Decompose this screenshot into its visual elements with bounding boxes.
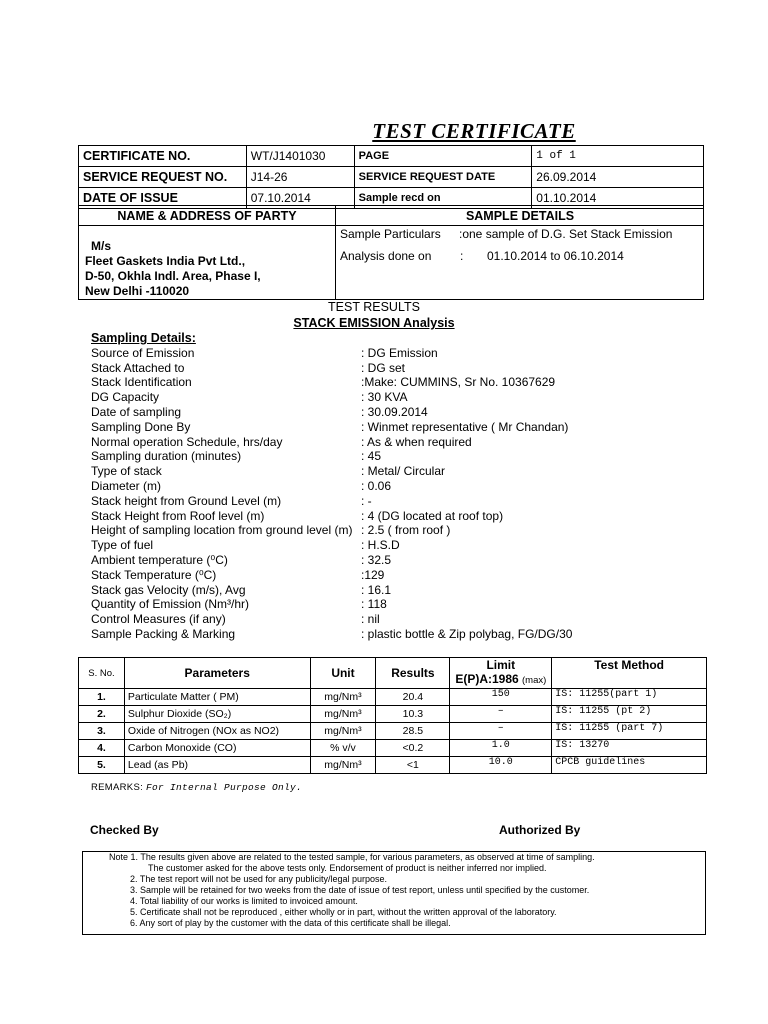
analysis-colon: :	[460, 249, 464, 263]
sampling-key: Date of sampling	[91, 404, 182, 419]
sampling-key: Type of fuel	[91, 538, 154, 553]
date-of-issue-value: 07.10.2014	[246, 188, 354, 209]
sampling-key: Diameter (m)	[91, 478, 162, 493]
col-limit-line2	[453, 672, 548, 688]
col-test-method: Test Method	[552, 658, 707, 689]
col-limit	[450, 658, 552, 689]
sampling-row	[91, 449, 382, 464]
sampling-key: Sampling duration (minutes)	[91, 449, 242, 464]
row-sno: 5.	[79, 757, 125, 774]
sampling-row	[91, 626, 573, 642]
sampling-value: : 4 (DG located at roof top)	[361, 508, 504, 523]
row-parameter: Particulate Matter ( PM)	[124, 689, 310, 706]
document-title: TEST CERTIFICATE	[372, 119, 576, 143]
col-sno: S. No.	[79, 658, 125, 689]
col-parameters: Parameters	[124, 658, 310, 689]
party-ms: M/s	[91, 239, 112, 253]
sampling-value: : Metal/ Circular	[361, 464, 446, 479]
row-unit: mg/Nm³	[310, 757, 376, 774]
authorized-by: Authorized By	[499, 823, 581, 837]
sampling-row	[91, 597, 387, 612]
sampling-value: : plastic bottle & Zip polybag, FG/DG/30	[361, 626, 573, 641]
row-unit: % v/v	[310, 740, 376, 757]
row-sno: 3.	[79, 723, 125, 740]
sampling-row	[91, 508, 504, 524]
note-5: 5. Certificate shall not be reproduced , either wholly or in part, without the written approval of the laboratory.	[130, 907, 557, 917]
header-row-service-request	[79, 167, 704, 188]
sampling-row	[91, 419, 569, 435]
parameters-table	[78, 657, 707, 774]
heading-divider	[79, 225, 703, 226]
col-limit-line1: Limit	[486, 658, 516, 672]
date-of-issue-label: DATE OF ISSUE	[79, 188, 247, 209]
party-city: New Delhi -110020	[85, 284, 190, 298]
note-1: Note 1. The results given above are related to the tested sample, for various parameters, as observed at time of sampling.	[109, 852, 595, 862]
sample-particulars-label: Sample Particulars	[340, 227, 441, 241]
remarks-text: For Internal Purpose Only.	[145, 782, 303, 793]
party-address	[85, 239, 261, 299]
sampling-key: Source of Emission	[91, 345, 195, 360]
sampling-value: : 30.09.2014	[361, 404, 428, 419]
sampling-row	[91, 464, 446, 479]
table-row	[79, 723, 707, 740]
parameters-body	[79, 689, 707, 774]
page-value: 1 of 1	[532, 146, 704, 167]
sampling-value: : 45	[361, 449, 382, 464]
certificate-no-value: WT/J1401030	[246, 146, 354, 167]
row-parameter: Sulphur Dioxide (SO₂)	[124, 706, 310, 723]
col-unit: Unit	[310, 658, 376, 689]
sample-particulars-value: :one sample of D.G. Set Stack Emission	[459, 227, 673, 241]
sampling-key: Stack Temperature (⁰C)	[91, 567, 217, 582]
row-limit: –	[450, 723, 552, 740]
sampling-key: Stack Attached to	[91, 360, 185, 375]
sampling-value: : 2.5 ( from roof )	[361, 523, 451, 538]
col-results: Results	[376, 658, 450, 689]
results-heading	[0, 299, 748, 331]
row-limit: –	[450, 706, 552, 723]
sampling-row	[91, 434, 472, 450]
service-request-date-label: SERVICE REQUEST DATE	[354, 167, 532, 188]
sampling-value: : 0.06	[361, 478, 392, 493]
sampling-value: : H.S.D	[361, 538, 400, 553]
row-unit: mg/Nm³	[310, 723, 376, 740]
header-row-certificate	[79, 146, 704, 167]
row-unit: mg/Nm³	[310, 689, 376, 706]
note-1-cont: The customer asked for the above tests only. Endorsement of product is neither inferred nor implied.	[148, 863, 547, 873]
col-limit-max: (max)	[522, 675, 547, 686]
sampling-key: Ambient temperature (⁰C)	[91, 552, 228, 567]
sampling-key: Stack Height from Roof level (m)	[91, 508, 265, 523]
sampling-row	[91, 360, 406, 376]
row-unit: mg/Nm³	[310, 706, 376, 723]
row-parameter: Carbon Monoxide (CO)	[124, 740, 310, 757]
sampling-key: Sample Packing & Marking	[91, 626, 236, 641]
row-sno: 2.	[79, 706, 125, 723]
sampling-details	[91, 331, 573, 642]
note-3: 3. Sample will be retained for two weeks from the date of issue of test report, unless until specified by the customer.	[130, 885, 590, 895]
row-limit: 10.0	[450, 757, 552, 774]
sampling-row	[91, 523, 451, 538]
table-row	[79, 706, 707, 723]
row-method: IS: 11255 (pt 2)	[552, 706, 707, 723]
certificate-no-label: CERTIFICATE NO.	[79, 146, 247, 167]
sample-recd-value: 01.10.2014	[532, 188, 704, 209]
sampling-row	[91, 375, 556, 390]
remarks	[91, 782, 302, 793]
row-method: IS: 11255(part 1)	[552, 689, 707, 706]
table-row	[79, 689, 707, 706]
row-sno: 1.	[79, 689, 125, 706]
sampling-row	[91, 538, 400, 553]
party-street: D-50, Okhla Indl. Area, Phase I,	[85, 269, 261, 283]
sampling-key: Quantity of Emission (Nm³/hr)	[91, 597, 250, 612]
remarks-label: REMARKS:	[91, 782, 144, 793]
table-row	[79, 757, 707, 774]
sampling-row	[91, 478, 392, 494]
row-result: 10.3	[376, 706, 450, 723]
party-heading: NAME & ADDRESS OF PARTY	[117, 209, 297, 223]
service-request-no-value: J14-26	[246, 167, 354, 188]
sampling-rows	[91, 345, 573, 642]
sampling-row	[91, 404, 428, 420]
certificate-header-table	[78, 145, 704, 209]
test-results-title: TEST RESULTS	[328, 300, 420, 314]
sampling-row	[91, 390, 408, 405]
sampling-key: Normal operation Schedule, hrs/day	[91, 434, 283, 449]
sampling-row	[91, 493, 372, 509]
row-method: IS: 13270	[552, 740, 707, 757]
row-method: CPCB guidelines	[552, 757, 707, 774]
col-limit-std: E(P)A:1986	[455, 672, 519, 686]
sampling-row	[91, 552, 392, 568]
row-limit: 1.0	[450, 740, 552, 757]
sampling-value: : 32.5	[361, 552, 392, 567]
row-result: 28.5	[376, 723, 450, 740]
row-sno: 4.	[79, 740, 125, 757]
row-result: <0.2	[376, 740, 450, 757]
row-method: IS: 11255 (part 7)	[552, 723, 707, 740]
parameters-header-row	[79, 658, 707, 689]
sample-recd-label: Sample recd on	[354, 188, 532, 209]
page-label: PAGE	[354, 146, 532, 167]
sampling-key: DG Capacity	[91, 390, 160, 405]
row-parameter: Oxide of Nitrogen (NOx as NO2)	[124, 723, 310, 740]
sampling-key: Sampling Done By	[91, 419, 191, 434]
row-parameter: Lead (as Pb)	[124, 757, 310, 774]
stack-emission-title: STACK EMISSION Analysis	[293, 316, 455, 330]
analysis-done-label: Analysis done on	[340, 249, 432, 263]
sampling-key: Stack Identification	[91, 375, 192, 390]
sampling-key: Stack gas Velocity (m/s), Avg	[91, 582, 246, 597]
sampling-value: : DG set	[361, 360, 406, 375]
row-result: 20.4	[376, 689, 450, 706]
note-6: 6. Any sort of play by the customer with the data of this certificate shall be illegal.	[130, 918, 451, 928]
note-2: 2. The test report will not be used for any publicity/legal purpose.	[130, 874, 387, 884]
party-sample-box	[78, 205, 704, 300]
sampling-value: : -	[361, 493, 372, 508]
row-result: <1	[376, 757, 450, 774]
sampling-value: :129	[361, 567, 385, 582]
sampling-value: : 118	[361, 597, 387, 612]
sampling-row	[91, 612, 380, 627]
notes-box	[82, 851, 706, 935]
service-request-date-value: 26.09.2014	[532, 167, 704, 188]
sampling-row	[91, 582, 392, 598]
sampling-value: : Winmet representative ( Mr Chandan)	[361, 419, 569, 434]
sampling-value: :Make: CUMMINS, Sr No. 10367629	[361, 375, 556, 390]
sampling-row	[91, 345, 438, 361]
sampling-details-heading: Sampling Details:	[91, 331, 196, 345]
sampling-value: : 30 KVA	[361, 390, 408, 405]
note-4: 4. Total liability of our works is limited to invoiced amount.	[130, 896, 358, 906]
sampling-row	[91, 567, 385, 583]
service-request-no-label: SERVICE REQUEST NO.	[79, 167, 247, 188]
checked-by: Checked By	[90, 823, 159, 837]
sampling-value: : DG Emission	[361, 345, 438, 360]
party-company: Fleet Gaskets India Pvt Ltd.,	[85, 254, 246, 268]
row-limit: 150	[450, 689, 552, 706]
sampling-key: Control Measures (if any)	[91, 612, 226, 627]
table-row	[79, 740, 707, 757]
sampling-key: Type of stack	[91, 464, 162, 479]
sampling-key: Stack height from Ground Level (m)	[91, 493, 282, 508]
sampling-value: : nil	[361, 612, 380, 627]
sampling-value: : 16.1	[361, 582, 392, 597]
sampling-key: Height of sampling location from ground level (m)	[91, 523, 353, 538]
sample-heading: SAMPLE DETAILS	[465, 209, 575, 223]
sampling-value: : As & when required	[361, 434, 472, 449]
analysis-done-value: 01.10.2014 to 06.10.2014	[487, 249, 624, 263]
